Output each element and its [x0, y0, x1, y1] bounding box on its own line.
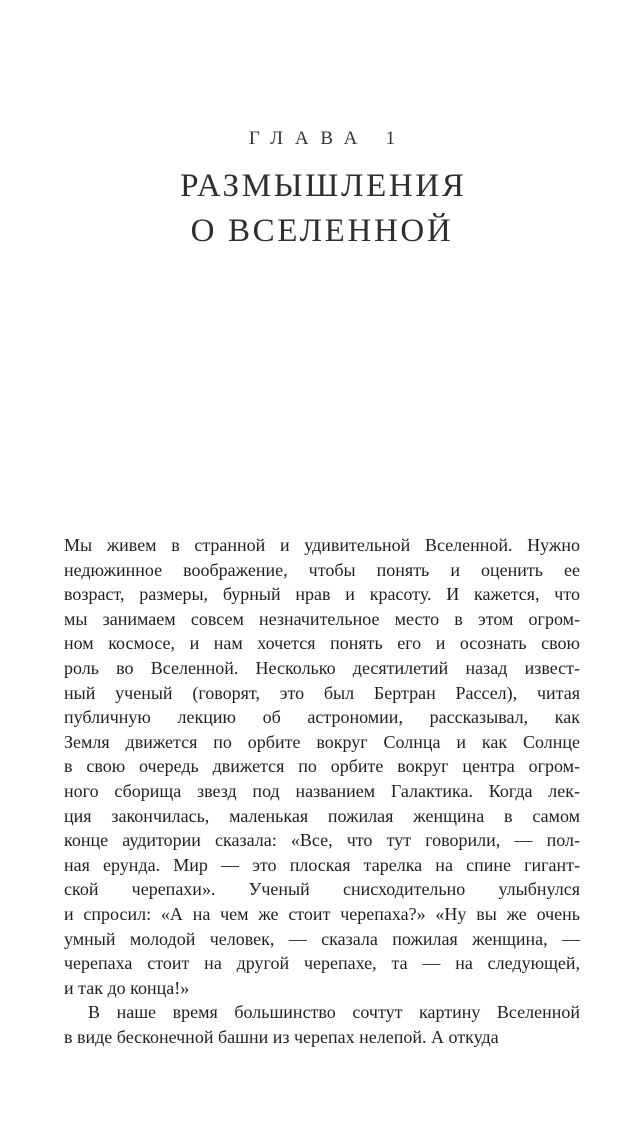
text-line: недюжинное воображение, чтобы понять и оценить ее: [64, 559, 580, 580]
chapter-title-line1: РАЗМЫШЛЕНИЯ: [180, 168, 467, 204]
text-line: черепаха стоит на другой черепахе, та — на следующей,: [64, 953, 580, 974]
text-line: ного сборища звезд под названием Галактика. Когда лек-: [64, 780, 580, 801]
text-line: возраст, размеры, бурный нрав и красоту. И кажется, что: [64, 584, 580, 605]
text-line: ном космосе, и нам хочется понять его и осознать свою: [64, 633, 580, 654]
text-line: умный молодой человек, — сказала пожилая женщина, —: [64, 928, 580, 949]
chapter-title-line2: О ВСЕЛЕННОЙ: [190, 213, 454, 249]
text-line: Земля движется по орбите вокруг Солнца и как Солнце: [64, 731, 580, 752]
text-line: в виде бесконечной башни из черепах нелепой. А откуда: [64, 1026, 499, 1047]
text-line: Мы живем в странной и удивительной Вселенной. Нужно: [64, 535, 580, 555]
chapter-label: ГЛАВА 1: [248, 128, 407, 149]
text-line: ской черепахи». Ученый снисходительно улыбнулся: [64, 879, 580, 900]
text-line: ная ерунда. Мир — это плоская тарелка на спине гигант-: [64, 854, 580, 875]
body-text: [64, 533, 580, 1049]
text-line: конце аудитории сказала: «Все, что тут говорили, — пол-: [64, 830, 580, 851]
text-line: мы занимаем совсем незначительное место в этом огром-: [64, 608, 580, 629]
text-line: и спросил: «А на чем же стоит черепаха?» «Ну вы же очень: [64, 903, 580, 924]
text-line: роль во Вселенной. Несколько десятилетий назад извест-: [64, 657, 580, 678]
text-line: ция закончилась, маленькая пожилая женщина в самом: [64, 805, 580, 826]
text-line: ный ученый (говорят, это был Бертран Рассел), читая: [64, 682, 580, 703]
text-line: в свою очередь движется по орбите вокруг центра огром-: [64, 756, 580, 777]
book-page: [0, 128, 644, 1128]
text-line: публичную лекцию об астрономии, рассказывал, как: [64, 707, 580, 728]
chapter-title: [0, 164, 644, 254]
text-line: В наше время большинство сочтут картину Вселенной: [88, 1002, 580, 1023]
text-line: и так до конца!»: [64, 977, 190, 998]
